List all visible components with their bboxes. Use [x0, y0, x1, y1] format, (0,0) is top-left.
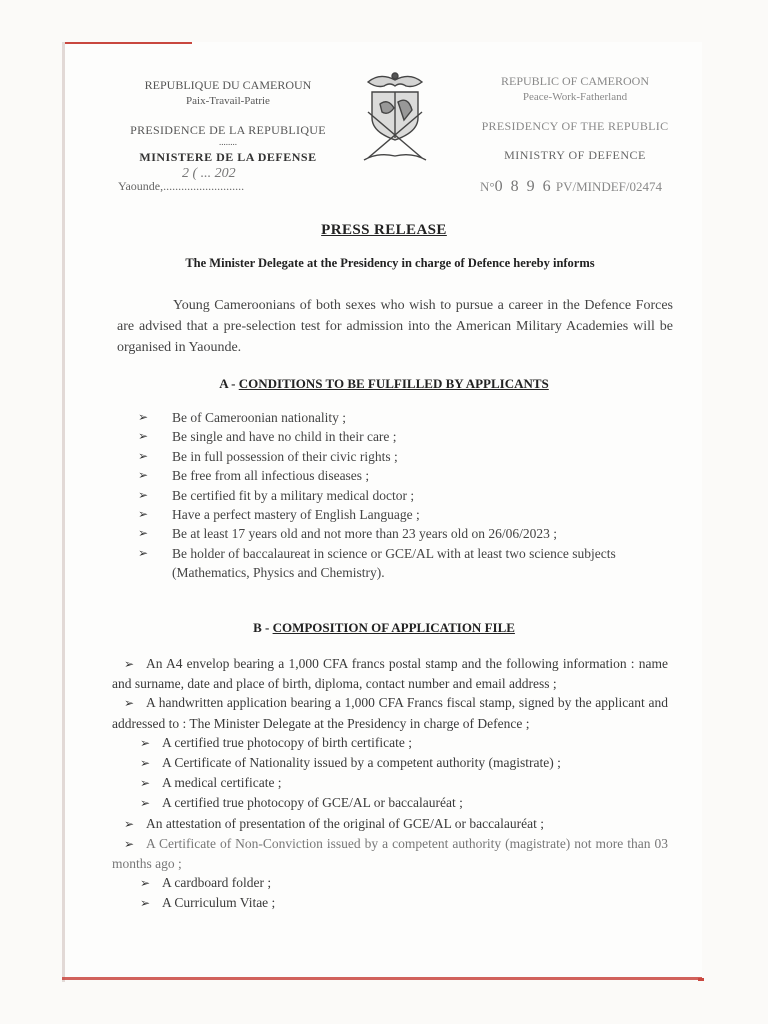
list-item: ➢ A certified true photocopy of GCE/AL or baccalauréat ;: [112, 793, 668, 813]
page-edge-mark: [698, 978, 704, 981]
list-item: ➢ Be in full possession of their civic rights ;: [138, 447, 658, 466]
dots-separator: ........: [219, 137, 237, 147]
list-item: ➢ A medical certificate ;: [112, 773, 668, 793]
motto-fr: Paix-Travail-Patrie: [186, 95, 270, 107]
list-item: ➢ Be certified fit by a military medical doctor ;: [138, 486, 658, 505]
list-item: ➢ Have a perfect mastery of English Language ;: [138, 505, 658, 524]
city-date-line: Yaounde,...........................: [118, 179, 245, 193]
arrow-bullet-icon: ➢: [123, 696, 135, 711]
arrow-bullet-icon: ➢: [123, 816, 135, 831]
section-a-title: CONDITIONS TO BE FULFILLED BY APPLICANTS: [238, 376, 549, 391]
header-right: [470, 74, 680, 163]
list-item: ➢ A Curriculum Vitae ;: [112, 893, 668, 913]
arrow-bullet-icon: ➢: [138, 545, 149, 560]
list-item: ➢ A certified true photocopy of birth certificate ;: [112, 733, 668, 753]
office-fr: PRESIDENCE DE LA REPUBLIQUE: [130, 123, 326, 137]
motto-en: Peace-Work-Fatherland: [522, 91, 628, 103]
arrow-bullet-icon: ➢: [139, 876, 151, 891]
arrow-bullet-icon: ➢: [138, 507, 149, 522]
list-item: ➢ Be free from all infectious diseases ;: [138, 466, 658, 485]
list-item: ➢ Be at least 17 years old and not more than 23 years old on 26/06/2023 ;: [138, 524, 658, 543]
list-item: ➢ Be holder of baccalaureat in science or GCE/AL with at least two science subjects (Mathematics, Physics and Chemistry).: [138, 545, 616, 581]
arrow-bullet-icon: ➢: [139, 796, 151, 811]
section-b-title: COMPOSITION OF APPLICATION FILE: [272, 620, 515, 635]
list-item: ➢ A Certificate of Nationality issued by a competent authority (magistrate) ;: [112, 753, 668, 773]
conditions-list: [138, 408, 658, 583]
country-fr: REPUBLIQUE DU CAMEROUN: [144, 78, 312, 92]
list-item: ➢ A cardboard folder ;: [112, 873, 668, 893]
office-en: PRESIDENCY OF THE REPUBLIC: [481, 119, 669, 133]
list-item: ➢ An attestation of presentation of the original of GCE/AL or baccalauréat ;: [112, 814, 668, 834]
header-left: [118, 78, 338, 165]
section-b-heading: [0, 620, 768, 636]
subtitle: The Minister Delegate at the Presidency in charge of Defence hereby informs: [185, 256, 595, 270]
arrow-bullet-icon: ➢: [139, 776, 151, 791]
ref-prefix: N°: [480, 179, 495, 194]
arrow-bullet-icon: ➢: [139, 896, 151, 911]
arrow-bullet-icon: ➢: [138, 429, 149, 444]
section-b-prefix: B -: [253, 620, 273, 635]
ref-number: 0 8 9 6: [494, 178, 553, 195]
ministry-en: MINISTRY OF DEFENCE: [504, 148, 646, 162]
page-edge-top: [62, 42, 192, 44]
arrow-bullet-icon: ➢: [139, 756, 151, 771]
date-stamp: 2 ( ... 202: [182, 166, 236, 181]
ministry-fr: MINISTERE DE LA DEFENSE: [139, 150, 317, 164]
country-en: REPUBLIC OF CAMEROON: [500, 74, 650, 88]
arrow-bullet-icon: ➢: [123, 836, 135, 851]
arrow-bullet-icon: ➢: [138, 487, 149, 502]
arrow-bullet-icon: ➢: [123, 657, 135, 671]
ref-suffix: PV/MINDEF/02474: [555, 179, 663, 194]
reference-number: [480, 178, 662, 196]
intro-paragraph: Young Cameroonians of both sexes who wish to pursue a career in the Defence Forces are advised that a pre-selection test for admission into the American Military Academies will be organised in Yaounde.: [117, 298, 673, 355]
section-a-heading: [0, 376, 768, 392]
list-item: ➢ An A4 envelop bearing a 1,000 CFA francs postal stamp and the following information : name and surname, date and place of birth, diploma, contact number and email address ;: [112, 656, 668, 692]
list-item: ➢ Be single and have no child in their care ;: [138, 427, 658, 446]
coat-of-arms-emblem: [358, 68, 432, 164]
arrow-bullet-icon: ➢: [138, 526, 149, 541]
page-title: PRESS RELEASE: [321, 222, 447, 238]
page-edge-left: [62, 42, 65, 982]
arrow-bullet-icon: ➢: [138, 468, 149, 483]
list-item: ➢ A handwritten application bearing a 1,000 CFA Francs fiscal stamp, signed by the applicant and addressed to : The Minister Delegate at the Presidency in charge of Defence ;: [112, 695, 668, 731]
list-item: ➢ Be of Cameroonian nationality ;: [138, 408, 658, 427]
section-a-prefix: A -: [219, 376, 239, 391]
application-file-list: [112, 654, 668, 914]
page-edge-bottom: [62, 977, 702, 980]
list-item: ➢ A Certificate of Non-Conviction issued by a competent authority (magistrate) not more than 03 months ago ;: [112, 835, 668, 872]
arrow-bullet-icon: ➢: [138, 410, 149, 424]
arrow-bullet-icon: ➢: [139, 735, 151, 750]
arrow-bullet-icon: ➢: [138, 448, 149, 463]
